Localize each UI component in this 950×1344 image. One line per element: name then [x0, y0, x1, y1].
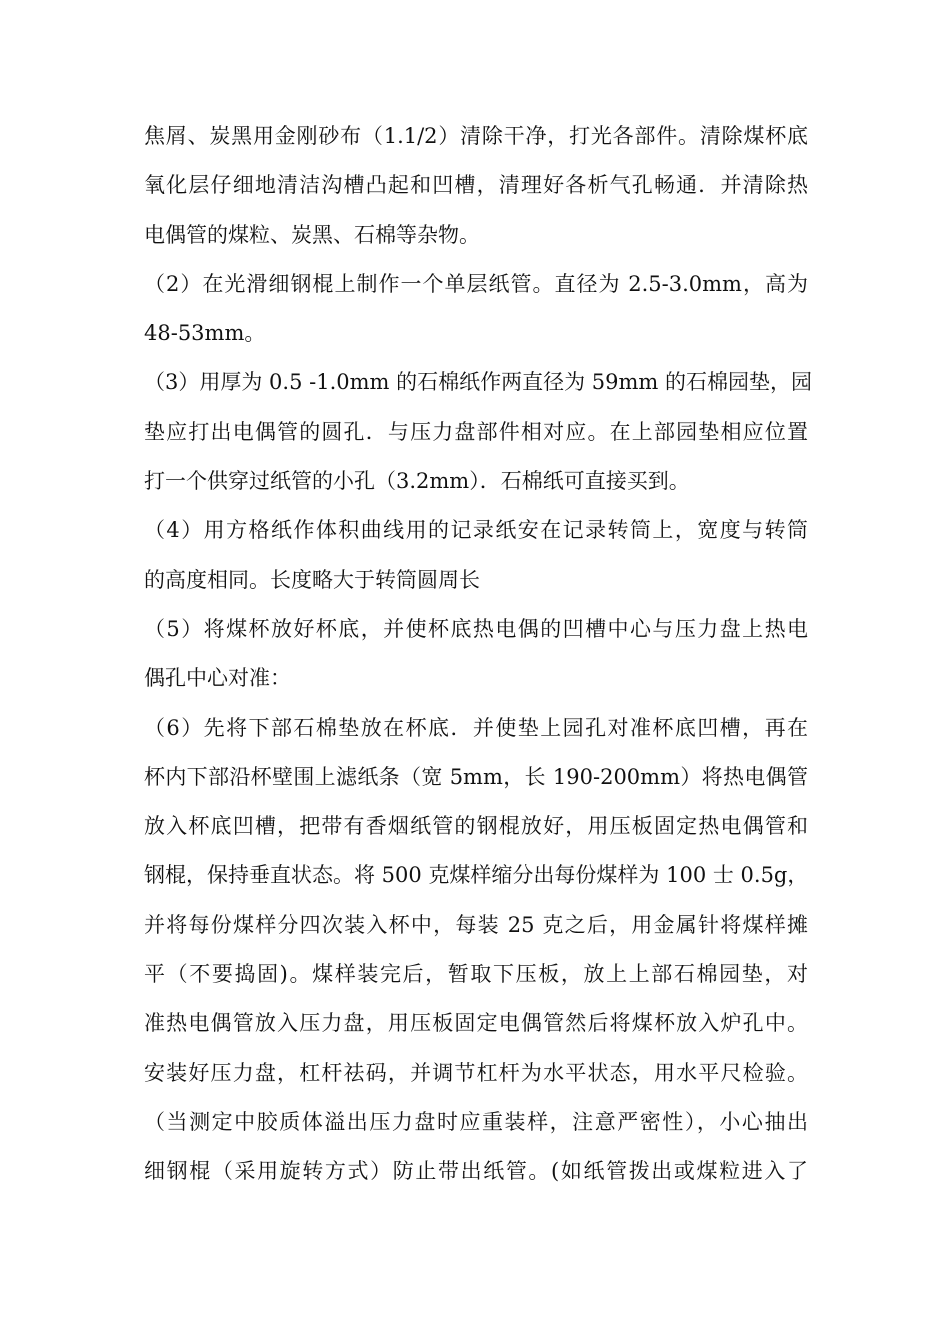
- text-line: （3）用厚为 0.5 -1.0mm 的石棉纸作两直径为 59mm 的石棉园垫，园: [144, 370, 812, 395]
- text-line: 细钢棍（采用旋转方式）防止带出纸管。(如纸管拨出或煤粒进入了: [144, 1159, 808, 1184]
- text-line: 的高度相同。长度略大于转筒圆周长: [144, 567, 480, 592]
- text-line: 平（不要捣固)。煤样装完后，暂取下压板，放上上部石棉园垫，对: [144, 962, 808, 987]
- text-line: 电偶管的煤粒、炭黑、石棉等杂物。: [144, 222, 480, 247]
- text-line: 放入杯底凹槽，把带有香烟纸管的钢棍放好，用压板固定热电偶管和: [144, 814, 808, 839]
- text-line: 打一个供穿过纸管的小孔（3.2mm）．石棉纸可直接买到。: [144, 469, 690, 494]
- text-line: 氧化层仔细地清洁沟槽凸起和凹槽，清理好各析气孔畅通．并清除热: [144, 173, 808, 198]
- text-line: 准热电偶管放入压力盘，用压板固定电偶管然后将煤杯放入炉孔中。: [144, 1011, 808, 1036]
- text-line: 杯内下部沿杯壁围上滤纸条（宽 5mm，长 190-200mm）将热电偶管: [144, 764, 808, 789]
- text-line: （2）在光滑细钢棍上制作一个单层纸管。直径为 2.5-3.0mm，高为: [144, 271, 808, 296]
- text-line: 48-53mm。: [144, 321, 266, 346]
- text-line: 安装好压力盘，杠杆祛码，并调节杠杆为水平状态，用水平尺检验。: [144, 1060, 808, 1085]
- text-line: 偶孔中心对准：: [144, 666, 291, 691]
- text-line: （4）用方格纸作体积曲线用的记录纸安在记录转筒上，宽度与转筒: [144, 518, 808, 543]
- text-line: 并将每份煤样分四次装入杯中，每装 25 克之后，用金属针将煤样摊: [144, 912, 808, 937]
- text-line: 垫应打出电偶管的圆孔．与压力盘部件相对应。在上部园垫相应位置: [144, 419, 808, 444]
- text-line: 焦屑、炭黑用金刚砂布（1.1/2）清除干净，打光各部件。清除煤杯底: [144, 124, 808, 148]
- body-text: [144, 112, 812, 1197]
- text-line: （5）将煤杯放好杯底，并使杯底热电偶的凹槽中心与压力盘上热电: [144, 616, 808, 641]
- text-line: （6）先将下部石棉垫放在杯底．并使垫上园孔对准杯底凹槽，再在: [144, 715, 808, 740]
- text-line: 钢棍，保持垂直状态。将 500 克煤样缩分出每份煤样为 100 士 0.5g，: [144, 863, 809, 888]
- text-line: （当测定中胶质体溢出压力盘时应重装样，注意严密性），小心抽出: [144, 1109, 808, 1134]
